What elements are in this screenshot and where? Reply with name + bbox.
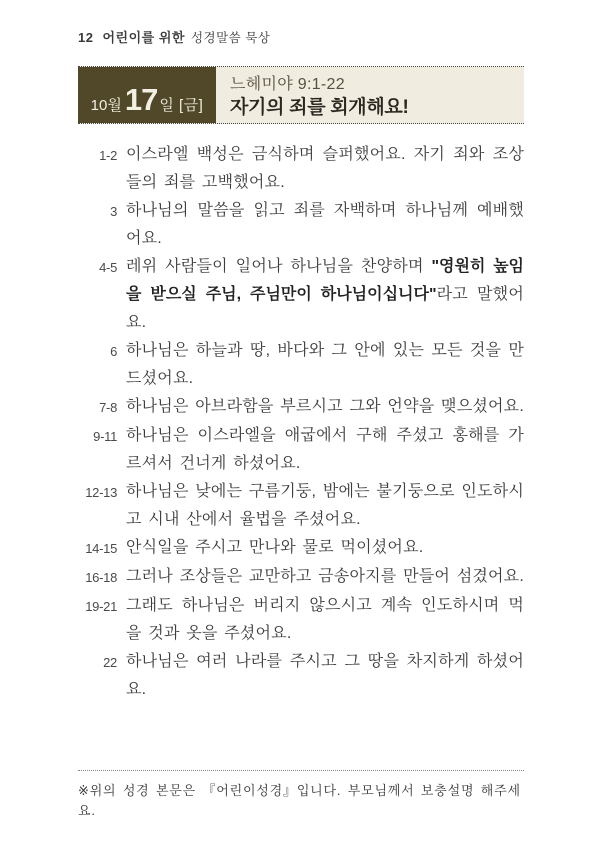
- verse-text: 이스라엘 백성은 금식하며 슬퍼했어요. 자기 죄와 조상들의 죄를 고백했어요.: [126, 146, 524, 191]
- lesson-header-right: [216, 67, 524, 123]
- verse-text-plain: 레위 사람들이 일어나 하나님을 찬양하며: [126, 258, 432, 275]
- verse-number: 4-5: [99, 260, 117, 275]
- verse-row: [78, 478, 524, 534]
- verse-text: 그러나 조상들은 교만하고 금송아지를 만들어 섬겼어요.: [126, 568, 524, 585]
- verse-number: 1-2: [99, 148, 117, 163]
- verse-text: 하나님은 낮에는 구름기둥, 밤에는 불기둥으로 인도하시고 시내 산에서 율법을 주셨어요.: [126, 483, 524, 528]
- verse-text: 하나님은 여러 나라를 주시고 그 땅을 차지하게 하셨어요.: [126, 653, 524, 698]
- verse-text: [126, 253, 524, 337]
- footer-note: ※위의 성경 본문은 『어린이성경』입니다. 부모님께서 보충설명 해주세요.: [78, 783, 521, 818]
- verse-text: 하나님은 이스라엘을 애굽에서 구해 주셨고 홍해를 가르셔서 건너게 하셨어요.: [126, 427, 524, 472]
- verse-row: [78, 253, 524, 337]
- page-number: 12: [78, 30, 94, 45]
- verse-number: 9-11: [93, 429, 117, 444]
- verse-text: 그래도 하나님은 버리지 않으시고 계속 인도하시며 먹을 것과 옷을 주셨어요.: [126, 597, 524, 642]
- verse-row: [78, 141, 524, 197]
- lesson-header: [78, 66, 524, 124]
- footer-divider: [78, 770, 524, 771]
- verse-number: 14-15: [85, 541, 117, 556]
- verse-text: 안식일을 주시고 만나와 물로 먹이셨어요.: [126, 539, 424, 556]
- verse-number: 12-13: [85, 485, 117, 500]
- verse-text: 하나님은 아브라함을 부르시고 그와 언약을 맺으셨어요.: [126, 398, 524, 415]
- verse-text: 하나님의 말씀을 읽고 죄를 자백하며 하나님께 예배했어요.: [126, 202, 524, 247]
- verse-row: [78, 592, 524, 648]
- running-head-subtitle: 성경말씀 묵상: [190, 31, 271, 45]
- date-weekday: 일 [금]: [159, 97, 204, 114]
- lesson-title: 자기의 죄를 회개해요!: [230, 97, 409, 118]
- date-month: 10월: [90, 97, 122, 114]
- verse-row: [78, 422, 524, 478]
- running-head: [78, 27, 524, 46]
- scripture-reference: 느헤미야 9:1-22: [230, 76, 345, 93]
- verse-number: 16-18: [85, 570, 117, 585]
- verse-number: 22: [103, 655, 117, 670]
- verse-number: 6: [110, 344, 117, 359]
- verse-row: [78, 648, 524, 704]
- verse-number: 7-8: [99, 400, 117, 415]
- verse-text-quote-bold: "영원히 높임을 받으실 주님, 주님만이 하나님이십니다": [126, 258, 524, 303]
- verse-number: 3: [110, 204, 117, 219]
- date-day: 17: [124, 82, 158, 117]
- verse-text: 하나님은 하늘과 땅, 바다와 그 안에 있는 모든 것을 만드셨어요.: [126, 342, 524, 387]
- running-head-title: 어린이를 위한: [102, 30, 185, 45]
- verse-text-plain: 라고 말했어요.: [126, 286, 524, 331]
- verse-number: 19-21: [85, 599, 117, 614]
- verse-row: [78, 393, 524, 422]
- verse-row: [78, 197, 524, 253]
- verse-row: [78, 337, 524, 393]
- date-box: [78, 67, 216, 123]
- verse-row: [78, 534, 524, 563]
- verse-row: [78, 563, 524, 592]
- verse-list: [78, 141, 524, 704]
